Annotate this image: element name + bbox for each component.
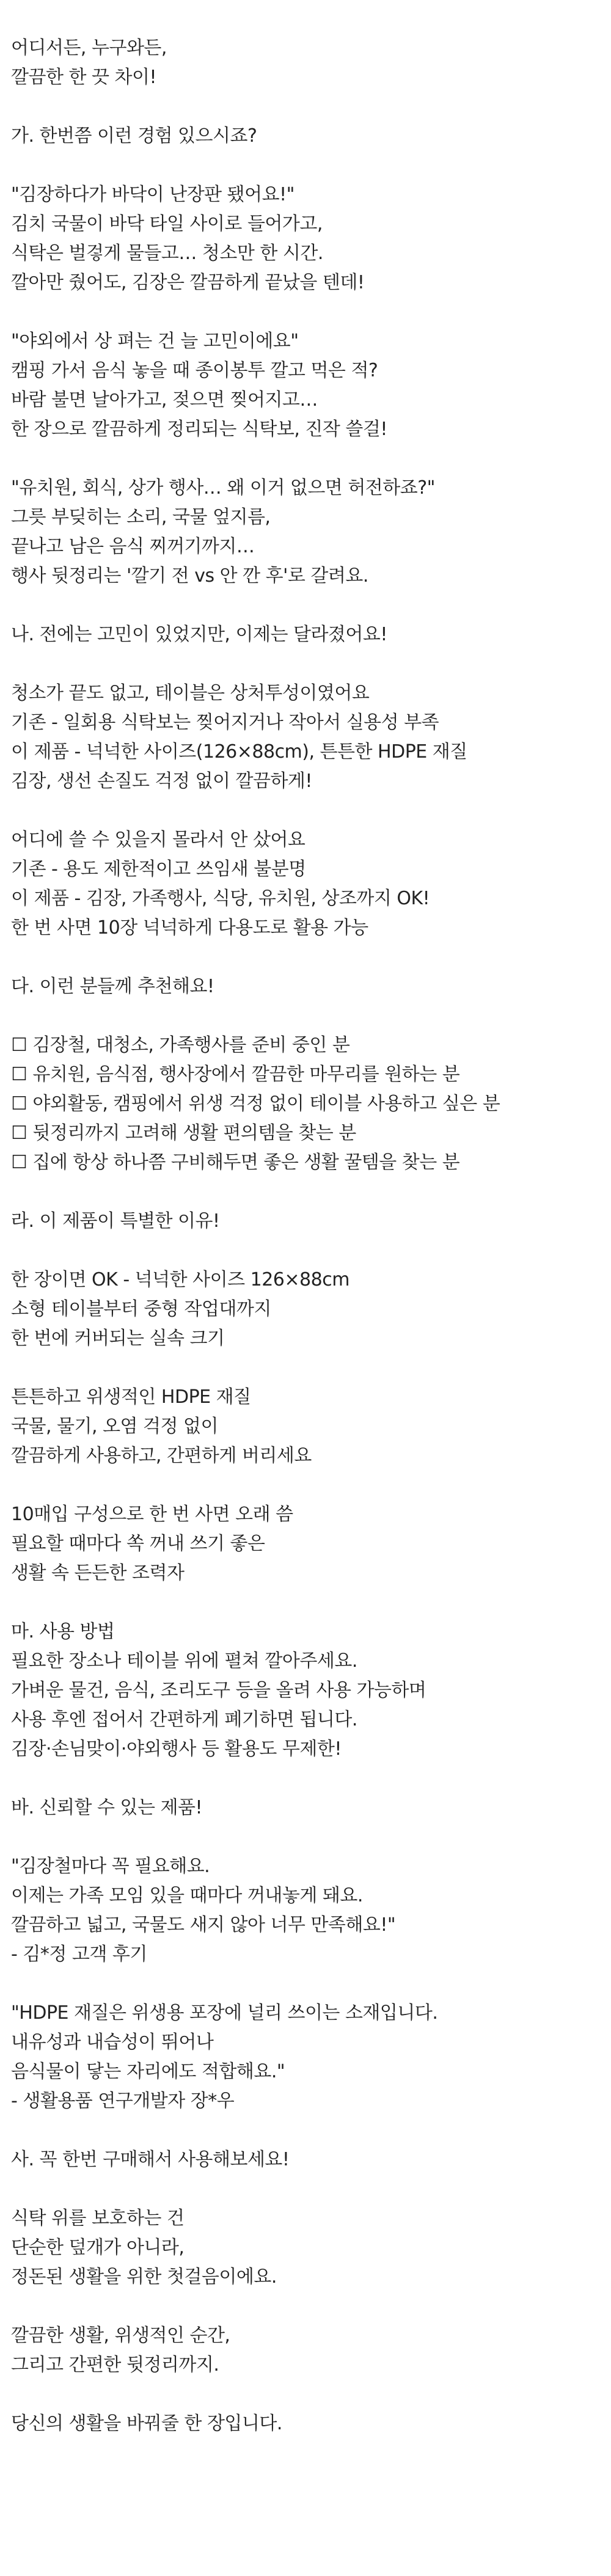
blank-line [11,1236,611,1265]
blank-line [11,2116,611,2145]
blank-line [11,796,611,825]
text-line: 정돈된 생활을 위한 첫걸음이에요. [11,2266,277,2288]
text-line: 식탁 위를 보호하는 건 [11,2208,185,2229]
text-line: 기존 - 일회용 식탁보는 찢어지거나 작아서 실용성 부족 [11,712,439,733]
text-line: 깔끔하고 넓고, 국물도 새지 않아 너무 만족해요!" [11,1914,396,1936]
text-line: 이 제품 - 김장, 가족행사, 식당, 유치원, 상조까지 OK! [11,888,430,909]
text-line: 어디에 쓸 수 있을지 몰라서 안 샀어요 [11,829,306,851]
text-line: ☐ 김장철, 대청소, 가족행사를 준비 중인 분 [11,1034,350,1056]
text-line: 캠핑 가서 음식 놓을 때 종이봉투 깔고 먹은 적? [11,360,378,381]
text-line: 단순한 덮개가 아니라, [11,2237,185,2258]
blank-line [11,1969,611,1999]
text-line: 식탁은 벌겋게 물들고… 청소만 한 시간. [11,243,323,264]
text-line: ☐ 뒷정리까지 고려해 생활 편의템을 찾는 분 [11,1122,356,1144]
blank-line [11,591,611,620]
text-line: 깔아만 줬어도, 김장은 깔끔하게 끝났을 텐데! [11,272,365,293]
text-line: "야외에서 상 펴는 건 늘 고민이에요" [11,331,299,352]
text-line: 행사 뒷정리는 '깔기 전 vs 안 깐 후'로 갈려요. [11,565,368,587]
text-line: "HDPE 재질은 위생용 포장에 널리 쓰이는 소재입니다. [11,2002,438,2024]
text-line: 기존 - 용도 제한적이고 쓰임새 불분명 [11,858,306,880]
text-line: 나. 전에는 고민이 있었지만, 이제는 달라졌어요! [11,624,387,645]
blank-line [11,2292,611,2321]
text-line: 깔끔한 생활, 위생적인 순간, [11,2325,230,2346]
text-line: 필요한 장소나 테이블 위에 펼쳐 깔아주세요. [11,1650,357,1672]
blank-line [11,1471,611,1500]
blank-line [11,1001,611,1031]
text-line: - 생활용품 연구개발자 장*우 [11,2090,235,2112]
text-line: 사용 후엔 접어서 간편하게 폐기하면 됩니다. [11,1709,357,1730]
blank-line [11,2175,611,2204]
text-line: 음식물이 닿는 자리에도 적합해요." [11,2061,285,2082]
text-line: 어디서든, 누구와든, [11,37,167,59]
blank-line [11,1588,611,1617]
blank-line [11,151,611,180]
blank-line [11,649,611,679]
text-line: 한 장이면 OK - 넉넉한 사이즈 126×88cm [11,1269,349,1290]
blank-line [11,1823,611,1852]
text-line: 그릇 부딪히는 소리, 국물 엎지름, [11,507,271,528]
text-line: 가. 한번쯤 이런 경험 있으시죠? [11,125,257,147]
text-line: 이제는 가족 모임 있을 때마다 꺼내놓게 돼요. [11,1885,363,1906]
blank-line [11,1764,611,1793]
text-line: 생활 속 든든한 조력자 [11,1562,185,1584]
text-line: 김장, 생선 손질도 걱정 없이 깔끔하게! [11,770,312,792]
text-line: 한 번 사면 10장 넉넉하게 다용도로 활용 가능 [11,917,368,939]
text-line: 바람 불면 날아가고, 젖으면 찢어지고… [11,389,318,411]
text-line: 김장·손님맞이·야외행사 등 활용도 무제한! [11,1738,342,1760]
text-line: 그리고 간편한 뒷정리까지. [11,2354,219,2376]
text-line: 다. 이런 분들께 추천해요! [11,976,214,997]
text-line: - 김*정 고객 후기 [11,1944,147,1965]
text-line: 필요할 때마다 쏙 꺼내 쓰기 좋은 [11,1533,265,1554]
text-line: "김장하다가 바닥이 난장판 됐어요!" [11,184,295,205]
text-line: 국물, 물기, 오염 걱정 없이 [11,1416,219,1437]
blank-line [11,92,611,122]
text-line: 한 장으로 깔끔하게 정리되는 식탁보, 진작 쓸걸! [11,419,387,440]
blank-line [11,1353,611,1383]
text-line: ☐ 야외활동, 캠핑에서 위생 걱정 없이 테이블 사용하고 싶은 분 [11,1093,500,1114]
text-line: 당신의 생활을 바꿔줄 한 장입니다. [11,2413,282,2434]
blank-line [11,1177,611,1207]
blank-line [11,444,611,474]
text-line: 바. 신뢰할 수 있는 제품! [11,1797,203,1818]
text-line: 깔끔한 한 끗 차이! [11,67,156,88]
blank-line [11,298,611,327]
text-line: 10매입 구성으로 한 번 사면 오래 씀 [11,1504,293,1525]
text-line: "유치원, 회식, 상가 행사… 왜 이거 없으면 허전하죠?" [11,477,435,499]
blank-line [11,2380,611,2409]
text-line: 사. 꼭 한번 구매해서 사용해보세요! [11,2149,290,2170]
text-line: 이 제품 - 넉넉한 사이즈(126×88cm), 튼튼한 HDPE 재질 [11,741,467,763]
text-line: ☐ 집에 항상 하나쯤 구비해두면 좋은 생활 꿀템을 찾는 분 [11,1152,460,1173]
text-line: 소형 테이블부터 중형 작업대까지 [11,1298,271,1320]
text-line: 끝나고 남은 음식 찌꺼기까지… [11,536,255,557]
text-line: 마. 사용 방법 [11,1621,115,1642]
text-line: 튼튼하고 위생적인 HDPE 재질 [11,1386,251,1408]
text-line: 청소가 끝도 없고, 테이블은 상처투성이였어요 [11,682,370,704]
blank-line [11,943,611,972]
text-line: 가벼운 물건, 음식, 조리도구 등을 올려 사용 가능하며 [11,1680,426,1701]
text-line: 한 번에 커버되는 실속 크기 [11,1328,225,1349]
text-line: 깔끔하게 사용하고, 간편하게 버리세요 [11,1445,312,1466]
text-line: 내유성과 내습성이 뛰어나 [11,2032,214,2053]
text-line: ☐ 유치원, 음식점, 행사장에서 깔끔한 마무리를 원하는 분 [11,1064,460,1085]
text-line: 김치 국물이 바닥 타일 사이로 들어가고, [11,213,323,235]
text-line: "김장철마다 꼭 필요해요. [11,1856,210,1877]
text-line: 라. 이 제품이 특별한 이유! [11,1210,220,1232]
